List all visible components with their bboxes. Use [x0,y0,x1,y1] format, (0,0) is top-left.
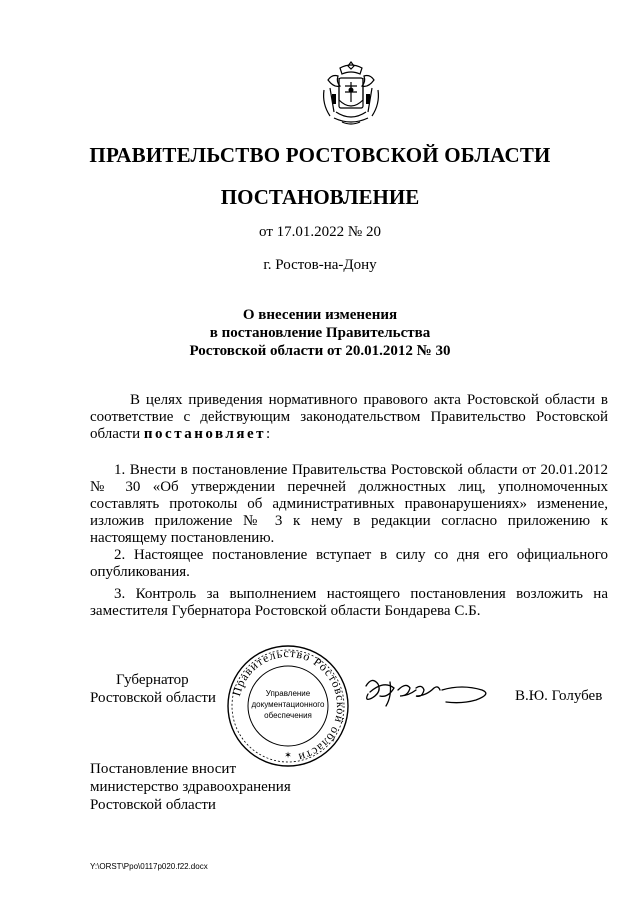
seal-inner-line: документационного [251,700,325,709]
svg-text:✶: ✶ [284,750,292,760]
introduced-by [90,760,291,814]
seal-outer-text: Правительство Ростовской области [229,645,349,765]
date-number: от 17.01.2022 № 20 [259,224,381,240]
seal-inner-line: обеспечения [264,711,312,720]
position-line: Ростовской области [90,690,216,706]
file-path: Y:\ORST\Ppo\0117p020.f22.docx [90,862,208,871]
subject-line: О внесении изменения [242,307,398,323]
preamble-text: В целях приведения нормативного правового акта Ростовской области в соответствие с действующим законодательством Правительство Ростовской области [90,392,608,442]
organization-name: ПРАВИТЕЛЬСТВО РОСТОВСКОЙ ОБЛАСТИ [89,143,551,167]
city: г. Ростов-на-Дону [263,257,377,273]
preamble-colon: : [266,426,271,442]
official-seal-icon [226,644,350,768]
item-2-paragraph: 2. Настоящее постановление вступает в силу со дня его официального опубликования. [90,547,608,580]
introduced-line: Постановление вносит [90,761,237,777]
signer-position [90,671,240,707]
coat-of-arms-icon [318,60,384,128]
preamble-paragraph [90,392,608,443]
seal-inner-line: Управление [265,689,311,698]
introduced-line: Ростовской области [90,797,216,813]
item-3-paragraph: 3. Контроль за выполнением настоящего постановления возложить на заместителя Губернатора Ростовской области Бондарева С.Б. [90,586,608,619]
document-subject [0,306,640,360]
subject-line: Ростовской области от 20.01.2012 № 30 [189,343,451,359]
introduced-line: министерство здравоохранения [90,779,291,795]
preamble-emphasis: постановляет [143,426,266,442]
position-line: Губернатор [116,672,189,688]
signer-name: В.Ю. Голубев [515,688,603,704]
document-type: ПОСТАНОВЛЕНИЕ [220,185,420,209]
handwritten-signature-icon [360,672,500,716]
subject-line: в постановление Правительства [209,325,431,341]
item-1-paragraph: 1. Внести в постановление Правительства Ростовской области от 20.01.2012 № 30 «Об утверждении перечней должностных лиц, уполномоченных составлять протоколы об административных правонарушениях» изменение, изложив приложение № 3 к нему в редакции согласно приложению к настоящему постановлению. [90,462,608,546]
